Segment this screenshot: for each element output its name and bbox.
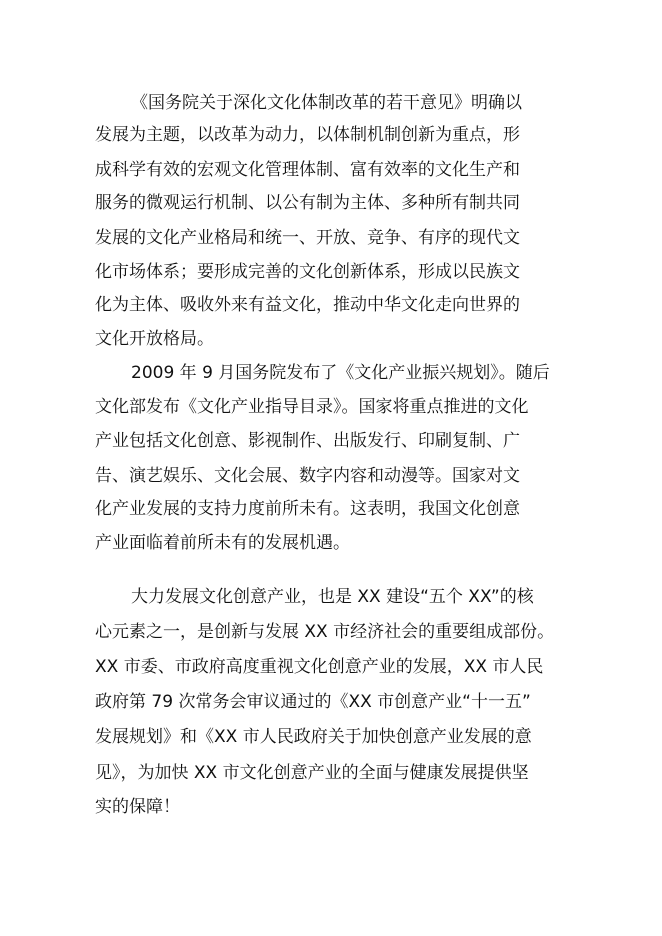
paragraph-line: 实的保障！ [95,797,180,817]
paragraph-line: 发展为主题，以改革为动力，以体制机制创新为重点，形 [95,125,520,145]
paragraph-line: 政府第 79 次常务会审议通过的《XX 市创意产业“十一五” [95,692,531,712]
paragraph-line: 发展的文化产业格局和统一、开放、竞争、有序的现代文 [95,228,520,248]
paragraph-line: 2009 年 9 月国务院发布了《文化产业振兴规划》。随后 [131,363,550,383]
paragraph-line: 心元素之一，是创新与发展 XX 市经济社会的重要组成部份。 [95,622,555,642]
paragraph-line: 《国务院关于深化文化体制改革的若干意见》明确以 [131,93,522,113]
paragraph-line: 告、演艺娱乐、文化会展、数字内容和动漫等。国家对文 [95,466,520,486]
paragraph-line: 产业面临着前所未有的发展机遇。 [95,533,350,553]
paragraph-line: 化市场体系；要形成完善的文化创新体系，形成以民族文 [95,262,520,282]
paragraph-line: XX 市委、市政府高度重视文化创意产业的发展，XX 市人民 [95,657,544,677]
paragraph-line: 大力发展文化创意产业，也是 XX 建设“五个 XX”的核 [131,587,534,607]
paragraph-line: 发展规划》和《XX 市人民政府关于加快创意产业发展的意 [95,727,532,747]
paragraph-line: 成科学有效的宏观文化管理体制、富有效率的文化生产和 [95,160,520,180]
paragraph-line: 文化部发布《文化产业指导目录》。国家将重点推进的文化 [95,397,529,417]
paragraph-line: 产业包括文化创意、影视制作、出版发行、印刷复制、广 [95,431,520,451]
paragraph-line: 服务的微观运行机制、以公有制为主体、多种所有制共同 [95,193,520,213]
paragraph-line: 化产业发展的支持力度前所未有。这表明，我国文化创意 [95,499,520,519]
paragraph-line: 文化开放格局。 [95,329,214,349]
paragraph-line: 见》，为加快 XX 市文化创意产业的全面与健康发展提供坚 [95,763,529,783]
paragraph-line: 化为主体、吸收外来有益文化，推动中华文化走向世界的 [95,295,520,315]
